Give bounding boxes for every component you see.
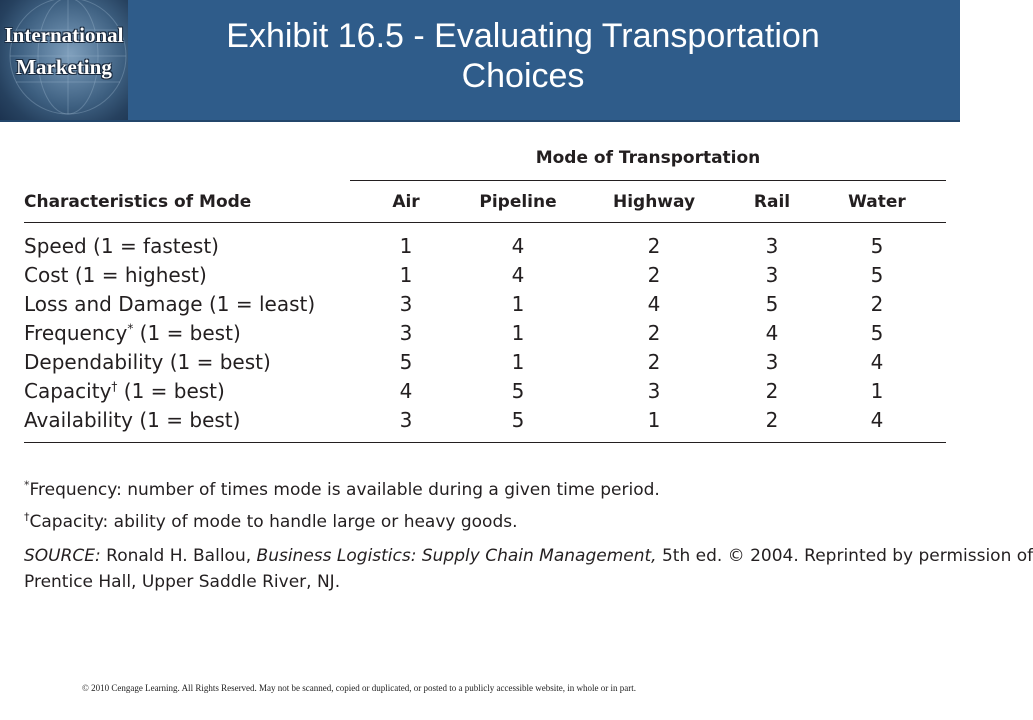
value-highway: 2 [647,350,661,374]
row-label: Speed (1 = fastest) [24,234,219,258]
row-label: Loss and Damage (1 = least) [24,292,316,316]
logo-line-marketing: Marketing [16,55,112,79]
value-rail: 4 [765,321,779,345]
page-title [150,16,896,96]
value-highway: 4 [647,292,661,316]
value-rail: 2 [765,408,779,432]
value-rail: 2 [765,379,779,403]
value-pipeline: 1 [511,350,525,374]
header-divider [0,120,960,122]
title-line-1: Exhibit 16.5 - Evaluating Transportation [226,17,820,55]
value-pipeline: 5 [511,379,525,403]
table-row [24,377,946,406]
value-air: 3 [399,292,413,316]
footnote-marker: * [127,321,134,336]
value-water: 4 [870,408,884,432]
column-header-air: Air [392,192,420,212]
value-highway: 3 [647,379,661,403]
value-rail: 3 [765,263,779,287]
row-label: Cost (1 = highest) [24,263,207,287]
value-water: 4 [870,350,884,374]
value-rail: 3 [765,350,779,374]
table-row [24,261,946,290]
column-header-pipeline: Pipeline [479,192,557,212]
value-water: 5 [870,234,884,258]
value-pipeline: 1 [511,321,525,345]
value-pipeline: 5 [511,408,525,432]
logo-line-international: International [4,23,124,47]
header-bottom-rule [24,222,946,223]
value-highway: 2 [647,321,661,345]
value-water: 5 [870,263,884,287]
value-pipeline: 4 [511,263,525,287]
row-label: Availability (1 = best) [24,408,241,432]
international-marketing-logo [0,0,128,120]
group-header-rule [350,180,946,181]
value-air: 3 [399,321,413,345]
value-air: 5 [399,350,413,374]
value-highway: 2 [647,234,661,258]
source-citation-line-2: Prentice Hall, Upper Saddle River, NJ. [24,572,341,592]
value-highway: 2 [647,263,661,287]
table-row [24,406,946,435]
value-water: 1 [870,379,884,403]
table-row [24,348,946,377]
value-water: 2 [870,292,884,316]
column-header-water: Water [848,192,906,212]
value-pipeline: 1 [511,292,525,316]
value-air: 1 [399,234,413,258]
value-pipeline: 4 [511,234,525,258]
table-row [24,319,946,348]
column-header-highway: Highway [612,192,696,212]
value-air: 4 [399,379,413,403]
row-header: Characteristics of Mode [24,192,252,212]
value-air: 3 [399,408,413,432]
row-label: Dependability (1 = best) [24,350,271,374]
row-label: Frequency* (1 = best) [24,321,241,345]
value-rail: 3 [765,234,779,258]
footnote-frequency: *Frequency: number of times mode is available during a given time period. [24,478,660,500]
table-bottom-rule [24,442,946,443]
row-label: Capacity† (1 = best) [24,379,225,403]
value-rail: 5 [765,292,779,316]
table-row [24,232,946,261]
footnote-capacity: †Capacity: ability of mode to handle large or heavy goods. [24,510,518,532]
column-header-rail: Rail [753,192,791,212]
table-row [24,290,946,319]
footnote-marker: † [111,379,118,394]
group-header: Mode of Transportation [535,148,761,168]
value-water: 5 [870,321,884,345]
value-air: 1 [399,263,413,287]
copyright-notice: © 2010 Cengage Learning. All Rights Reserved. May not be scanned, copied or duplicated, or posted to a publicly accessible website, in whole or in part. [82,683,636,693]
value-highway: 1 [647,408,661,432]
title-line-2: Choices [461,57,585,95]
source-citation: SOURCE: Ronald H. Ballou, Business Logistics: Supply Chain Management, 5th ed. © 2004. Reprinted by permission of [24,546,1033,566]
